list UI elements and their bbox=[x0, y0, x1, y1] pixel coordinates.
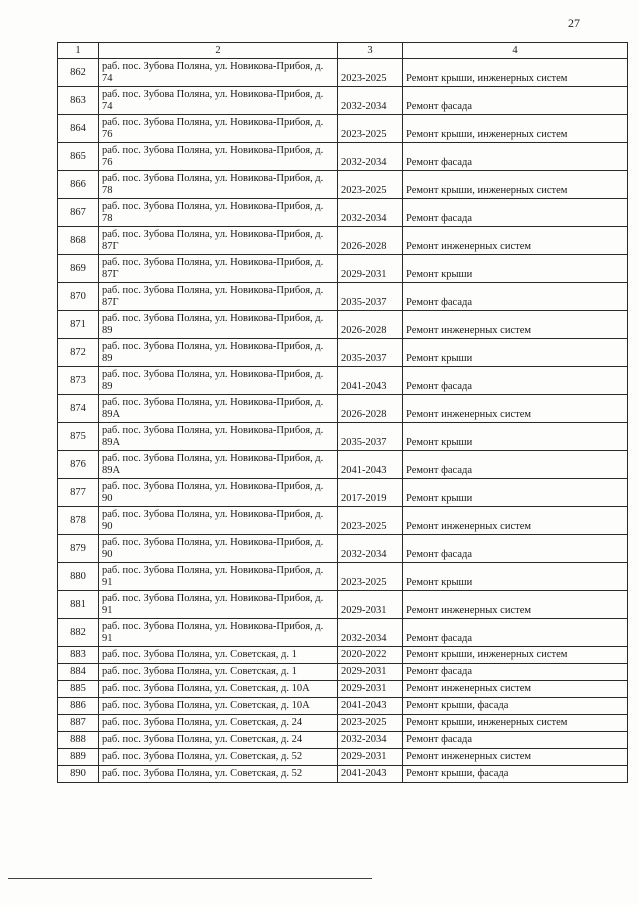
work-type-cell: Ремонт крыши bbox=[403, 563, 628, 591]
work-type-cell: Ремонт фасада bbox=[403, 535, 628, 563]
column-header-2: 2 bbox=[99, 43, 338, 59]
table-row bbox=[58, 171, 628, 199]
row-number-cell: 879 bbox=[58, 535, 99, 563]
years-cell: 2029-2031 bbox=[338, 664, 403, 681]
row-number-cell: 862 bbox=[58, 59, 99, 87]
work-type-cell: Ремонт фасада bbox=[403, 451, 628, 479]
work-type-cell: Ремонт фасада bbox=[403, 143, 628, 171]
work-type-cell: Ремонт крыши bbox=[403, 423, 628, 451]
row-number-cell: 866 bbox=[58, 171, 99, 199]
table-row bbox=[58, 681, 628, 698]
years-cell: 2023-2025 bbox=[338, 59, 403, 87]
table-row bbox=[58, 87, 628, 115]
work-type-cell: Ремонт инженерных систем bbox=[403, 227, 628, 255]
address-cell: раб. пос. Зубова Поляна, ул. Новикова-Прибоя, д. 91 bbox=[99, 619, 338, 647]
address-cell: раб. пос. Зубова Поляна, ул. Новикова-Прибоя, д. 90 bbox=[99, 479, 338, 507]
row-number-cell: 877 bbox=[58, 479, 99, 507]
row-number-cell: 865 bbox=[58, 143, 99, 171]
address-cell: раб. пос. Зубова Поляна, ул. Советская, д. 10А bbox=[99, 698, 338, 715]
work-type-cell: Ремонт крыши, инженерных систем bbox=[403, 715, 628, 732]
table-row bbox=[58, 664, 628, 681]
table-row bbox=[58, 199, 628, 227]
work-type-cell: Ремонт фасада bbox=[403, 283, 628, 311]
address-cell: раб. пос. Зубова Поляна, ул. Новикова-Прибоя, д. 78 bbox=[99, 171, 338, 199]
address-cell: раб. пос. Зубова Поляна, ул. Новикова-Прибоя, д. 76 bbox=[99, 115, 338, 143]
work-type-cell: Ремонт инженерных систем bbox=[403, 681, 628, 698]
work-type-cell: Ремонт крыши bbox=[403, 339, 628, 367]
address-cell: раб. пос. Зубова Поляна, ул. Новикова-Прибоя, д. 89А bbox=[99, 423, 338, 451]
work-type-cell: Ремонт инженерных систем bbox=[403, 507, 628, 535]
row-number-cell: 870 bbox=[58, 283, 99, 311]
table-row bbox=[58, 255, 628, 283]
table-row bbox=[58, 766, 628, 783]
years-cell: 2029-2031 bbox=[338, 749, 403, 766]
row-number-cell: 867 bbox=[58, 199, 99, 227]
table-row bbox=[58, 732, 628, 749]
table-body bbox=[58, 59, 628, 783]
work-type-cell: Ремонт крыши, инженерных систем bbox=[403, 647, 628, 664]
row-number-cell: 880 bbox=[58, 563, 99, 591]
work-type-cell: Ремонт крыши, инженерных систем bbox=[403, 115, 628, 143]
table-row bbox=[58, 339, 628, 367]
address-cell: раб. пос. Зубова Поляна, ул. Советская, д. 52 bbox=[99, 766, 338, 783]
work-type-cell: Ремонт фасада bbox=[403, 367, 628, 395]
years-cell: 2029-2031 bbox=[338, 255, 403, 283]
table-row bbox=[58, 395, 628, 423]
work-type-cell: Ремонт крыши, инженерных систем bbox=[403, 59, 628, 87]
work-type-cell: Ремонт фасада bbox=[403, 199, 628, 227]
table-row bbox=[58, 619, 628, 647]
address-cell: раб. пос. Зубова Поляна, ул. Новикова-Прибоя, д. 76 bbox=[99, 143, 338, 171]
address-cell: раб. пос. Зубова Поляна, ул. Новикова-Прибоя, д. 89 bbox=[99, 311, 338, 339]
table-row bbox=[58, 563, 628, 591]
work-type-cell: Ремонт фасада bbox=[403, 87, 628, 115]
row-number-cell: 886 bbox=[58, 698, 99, 715]
address-cell: раб. пос. Зубова Поляна, ул. Новикова-Прибоя, д. 90 bbox=[99, 507, 338, 535]
years-cell: 2023-2025 bbox=[338, 563, 403, 591]
row-number-cell: 887 bbox=[58, 715, 99, 732]
address-cell: раб. пос. Зубова Поляна, ул. Советская, д. 1 bbox=[99, 664, 338, 681]
years-cell: 2026-2028 bbox=[338, 395, 403, 423]
row-number-cell: 869 bbox=[58, 255, 99, 283]
table-row bbox=[58, 749, 628, 766]
table-row bbox=[58, 715, 628, 732]
row-number-cell: 878 bbox=[58, 507, 99, 535]
row-number-cell: 864 bbox=[58, 115, 99, 143]
address-cell: раб. пос. Зубова Поляна, ул. Новикова-Прибоя, д. 74 bbox=[99, 59, 338, 87]
table-row bbox=[58, 451, 628, 479]
work-type-cell: Ремонт фасада bbox=[403, 619, 628, 647]
table-row bbox=[58, 591, 628, 619]
row-number-cell: 883 bbox=[58, 647, 99, 664]
years-cell: 2035-2037 bbox=[338, 423, 403, 451]
work-type-cell: Ремонт фасада bbox=[403, 664, 628, 681]
table-row bbox=[58, 59, 628, 87]
work-type-cell: Ремонт фасада bbox=[403, 732, 628, 749]
address-cell: раб. пос. Зубова Поляна, ул. Новикова-Прибоя, д. 89А bbox=[99, 395, 338, 423]
years-cell: 2041-2043 bbox=[338, 698, 403, 715]
years-cell: 2041-2043 bbox=[338, 451, 403, 479]
address-cell: раб. пос. Зубова Поляна, ул. Советская, д. 10А bbox=[99, 681, 338, 698]
table-row bbox=[58, 479, 628, 507]
footer-divider bbox=[8, 878, 372, 879]
address-cell: раб. пос. Зубова Поляна, ул. Новикова-Прибоя, д. 90 bbox=[99, 535, 338, 563]
years-cell: 2026-2028 bbox=[338, 227, 403, 255]
row-number-cell: 868 bbox=[58, 227, 99, 255]
row-number-cell: 876 bbox=[58, 451, 99, 479]
address-cell: раб. пос. Зубова Поляна, ул. Новикова-Прибоя, д. 87Г bbox=[99, 283, 338, 311]
table-row bbox=[58, 535, 628, 563]
address-cell: раб. пос. Зубова Поляна, ул. Новикова-Прибоя, д. 91 bbox=[99, 591, 338, 619]
years-cell: 2032-2034 bbox=[338, 732, 403, 749]
address-cell: раб. пос. Зубова Поляна, ул. Новикова-Прибоя, д. 89А bbox=[99, 451, 338, 479]
table-header-row bbox=[58, 43, 628, 59]
row-number-cell: 874 bbox=[58, 395, 99, 423]
address-cell: раб. пос. Зубова Поляна, ул. Новикова-Прибоя, д. 87Г bbox=[99, 255, 338, 283]
years-cell: 2032-2034 bbox=[338, 143, 403, 171]
work-type-cell: Ремонт инженерных систем bbox=[403, 749, 628, 766]
row-number-cell: 889 bbox=[58, 749, 99, 766]
address-cell: раб. пос. Зубова Поляна, ул. Новикова-Прибоя, д. 87Г bbox=[99, 227, 338, 255]
address-cell: раб. пос. Зубова Поляна, ул. Советская, д. 24 bbox=[99, 715, 338, 732]
years-cell: 2035-2037 bbox=[338, 339, 403, 367]
table-row bbox=[58, 283, 628, 311]
years-cell: 2032-2034 bbox=[338, 199, 403, 227]
table-row bbox=[58, 647, 628, 664]
table-row bbox=[58, 115, 628, 143]
address-cell: раб. пос. Зубова Поляна, ул. Новикова-Прибоя, д. 89 bbox=[99, 367, 338, 395]
years-cell: 2026-2028 bbox=[338, 311, 403, 339]
years-cell: 2032-2034 bbox=[338, 619, 403, 647]
table-row bbox=[58, 227, 628, 255]
work-type-cell: Ремонт крыши bbox=[403, 255, 628, 283]
table-row bbox=[58, 143, 628, 171]
address-cell: раб. пос. Зубова Поляна, ул. Советская, д. 52 bbox=[99, 749, 338, 766]
row-number-cell: 872 bbox=[58, 339, 99, 367]
row-number-cell: 863 bbox=[58, 87, 99, 115]
years-cell: 2023-2025 bbox=[338, 115, 403, 143]
row-number-cell: 873 bbox=[58, 367, 99, 395]
address-cell: раб. пос. Зубова Поляна, ул. Новикова-Прибоя, д. 91 bbox=[99, 563, 338, 591]
years-cell: 2017-2019 bbox=[338, 479, 403, 507]
row-number-cell: 885 bbox=[58, 681, 99, 698]
table-row bbox=[58, 367, 628, 395]
years-cell: 2035-2037 bbox=[338, 283, 403, 311]
column-header-1: 1 bbox=[58, 43, 99, 59]
work-type-cell: Ремонт инженерных систем bbox=[403, 311, 628, 339]
row-number-cell: 884 bbox=[58, 664, 99, 681]
years-cell: 2023-2025 bbox=[338, 715, 403, 732]
years-cell: 2029-2031 bbox=[338, 681, 403, 698]
address-cell: раб. пос. Зубова Поляна, ул. Новикова-Прибоя, д. 78 bbox=[99, 199, 338, 227]
address-cell: раб. пос. Зубова Поляна, ул. Новикова-Прибоя, д. 89 bbox=[99, 339, 338, 367]
page-number: 27 bbox=[568, 16, 580, 30]
row-number-cell: 875 bbox=[58, 423, 99, 451]
column-header-4: 4 bbox=[403, 43, 628, 59]
table-row bbox=[58, 423, 628, 451]
row-number-cell: 888 bbox=[58, 732, 99, 749]
work-type-cell: Ремонт крыши, фасада bbox=[403, 766, 628, 783]
address-cell: раб. пос. Зубова Поляна, ул. Новикова-Прибоя, д. 74 bbox=[99, 87, 338, 115]
row-number-cell: 890 bbox=[58, 766, 99, 783]
years-cell: 2041-2043 bbox=[338, 766, 403, 783]
work-type-cell: Ремонт крыши, фасада bbox=[403, 698, 628, 715]
row-number-cell: 881 bbox=[58, 591, 99, 619]
years-cell: 2032-2034 bbox=[338, 87, 403, 115]
row-number-cell: 882 bbox=[58, 619, 99, 647]
years-cell: 2023-2025 bbox=[338, 171, 403, 199]
work-type-cell: Ремонт крыши, инженерных систем bbox=[403, 171, 628, 199]
work-type-cell: Ремонт инженерных систем bbox=[403, 395, 628, 423]
years-cell: 2041-2043 bbox=[338, 367, 403, 395]
repair-schedule-table bbox=[57, 42, 628, 783]
table-row bbox=[58, 311, 628, 339]
row-number-cell: 871 bbox=[58, 311, 99, 339]
table-row bbox=[58, 507, 628, 535]
column-header-3: 3 bbox=[338, 43, 403, 59]
work-type-cell: Ремонт крыши bbox=[403, 479, 628, 507]
address-cell: раб. пос. Зубова Поляна, ул. Советская, д. 24 bbox=[99, 732, 338, 749]
years-cell: 2029-2031 bbox=[338, 591, 403, 619]
years-cell: 2023-2025 bbox=[338, 507, 403, 535]
work-type-cell: Ремонт инженерных систем bbox=[403, 591, 628, 619]
table-row bbox=[58, 698, 628, 715]
years-cell: 2032-2034 bbox=[338, 535, 403, 563]
address-cell: раб. пос. Зубова Поляна, ул. Советская, д. 1 bbox=[99, 647, 338, 664]
years-cell: 2020-2022 bbox=[338, 647, 403, 664]
